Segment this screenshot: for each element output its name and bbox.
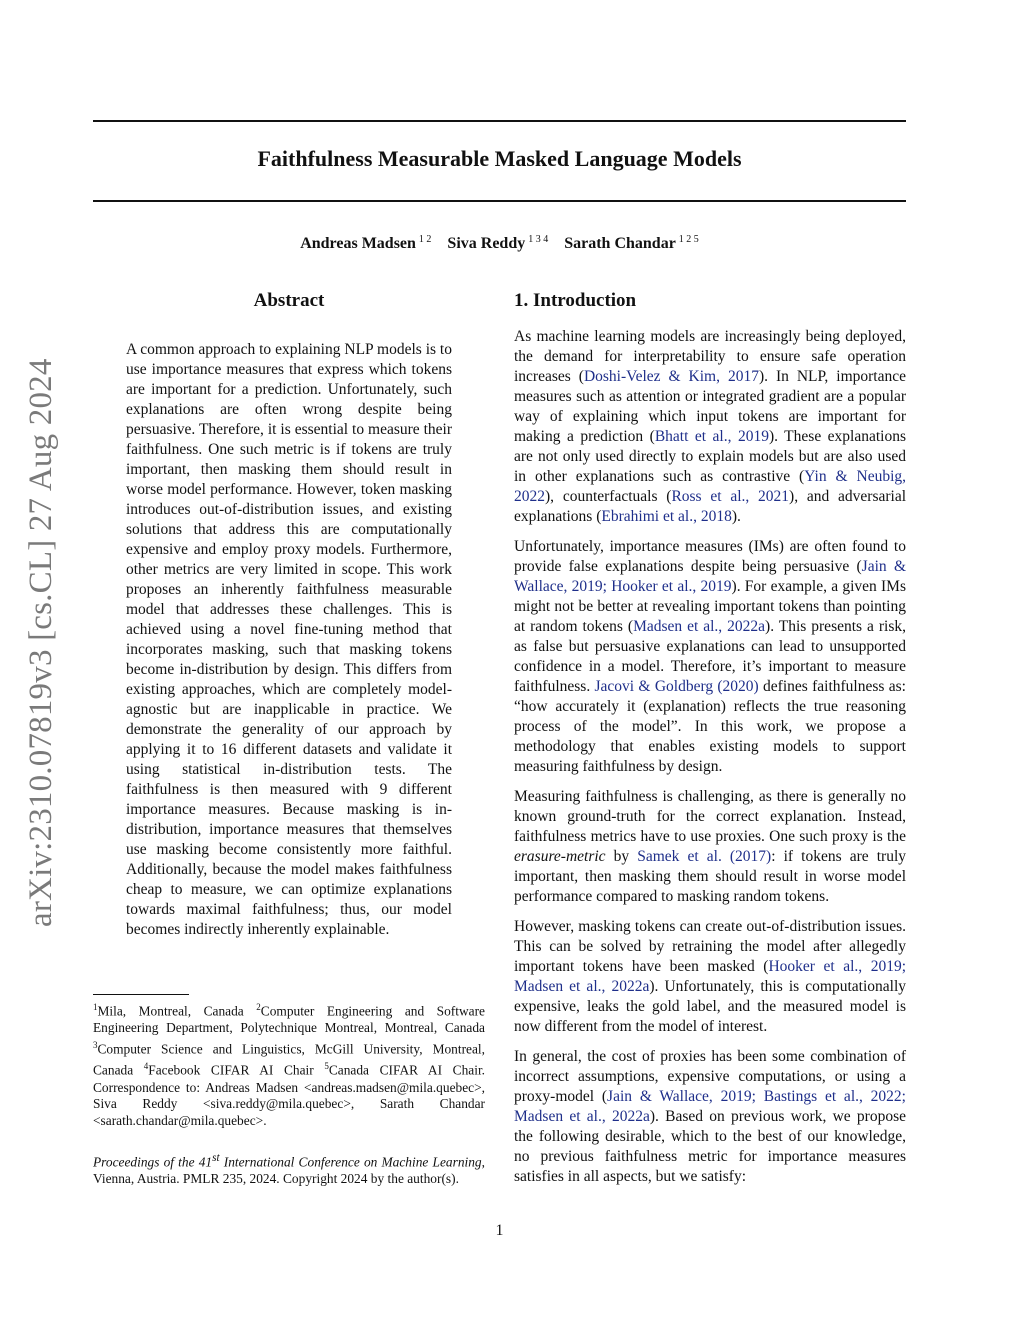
citation-link[interactable]: Doshi-Velez & Kim, 2017: [583, 368, 759, 385]
footnote-rule: [93, 994, 189, 995]
paragraph-text: defines faithfulness as: “how accurately it (explanation) reflects the true reasoning process of the model”. In this work, we propose a methodology that enables existing models to support measuring faithfulness by design.: [514, 678, 906, 775]
citation-link[interactable]: Ebrahimi et al., 2018: [601, 508, 732, 525]
intro-paragraph: [514, 537, 906, 777]
intro-paragraph: [514, 1047, 906, 1187]
affiliation-footnote: $^1$Mila, Montreal, Canada $^2$Computer Engineering and Software Engineering Department, Polytechnique Montreal, Montreal, Canada $^3$Computer Science and Linguistics, McGill University, Montreal, Canada $^4$Facebook CIFAR AI Chair $^5$Canada CIFAR AI Chair. Correspondence to: Andreas Madsen <andreas.madsen@mila.quebec>, Siva Reddy <siva.reddy@mila.quebec>, Sarath Chandar <sarath.chandar@mila.quebec>.: [93, 1002, 486, 1129]
author: Andreas Madsen $^{1 2}$: [300, 234, 432, 253]
paragraph-text: ). Based on previous work, we propose the following desirable, which to the best of our knowledge, no previous faithfulness metric for importance measures satisfies in all aspects, but we satisfy:: [514, 1108, 906, 1185]
intro-heading: 1. Introduction: [514, 290, 637, 311]
paragraph-text: Unfortunately, importance measures (IMs) are often found to provide false explanations despite being persuasive (: [514, 538, 906, 575]
italic-term: erasure-metric: [514, 848, 606, 865]
proceedings-note: Proceedings of the 41st International Conference on Machine Learning, Vienna, Austria. PMLR 235, 2024. Copyright 2024 by the author(s).: [93, 1152, 485, 1187]
paragraph-text: ).: [731, 508, 741, 525]
paragraph-text: However, masking tokens can create out-of-distribution issues. This can be solved by retraining the model after allegedly important tokens have been masked (: [514, 918, 906, 975]
paragraph-text: : if tokens are truly important, then masking them should result in worse model performance compared to masking random tokens.: [514, 848, 906, 905]
citation-link[interactable]: Hooker et al., 2019; Madsen et al., 2022a: [514, 958, 906, 995]
intro-paragraph: [514, 917, 906, 1037]
author: Siva Reddy $^{1 3 4}$: [447, 234, 549, 253]
paragraph-text: Measuring faithfulness is challenging, as there is generally no known ground-truth for the correct explanation. Instead, faithfulness metrics have to use proxies. One such proxy is the: [514, 788, 906, 845]
citation-link[interactable]: Madsen et al., 2022a: [633, 618, 766, 635]
author-list: [93, 234, 906, 253]
paragraph-text: As machine learning models are increasingly being deployed, the demand for interpretability to ensure safe operation increases (: [514, 328, 906, 385]
paragraph-text: ). These explanations are not only used directly to explain models but are also used in other explanations such as contrastive (: [514, 428, 907, 485]
paragraph-text: ). In NLP, importance measures such as attention or integrated gradient are a popular way of explaining which input tokens are important for making a prediction (: [514, 368, 906, 445]
intro-body: [514, 327, 906, 1197]
paper-title: Faithfulness Measurable Masked Language Models: [257, 146, 742, 171]
paragraph-text: ). This presents a risk, as false but persuasive explanations can lead to unsupported confidence in a model. Therefore, it’s important to measure faithfulness.: [514, 618, 906, 695]
intro-paragraph: [514, 327, 906, 527]
abstract-heading: Abstract: [253, 290, 325, 311]
paragraph-text: ), counterfactuals (: [545, 488, 672, 505]
title-rule-top: [93, 120, 906, 122]
citation-link[interactable]: Yin & Neubig, 2022: [514, 468, 906, 505]
paragraph-text: ). Unfortunately, this is computationally expensive, leaks the gold label, and the measured model is now different from the model of interest.: [514, 978, 907, 1035]
paragraph-text: In general, the cost of proxies has been some combination of incorrect assumptions, expensive computations, or using a proxy-model (: [514, 1048, 906, 1105]
citation-link[interactable]: Ross et al., 2021: [671, 488, 790, 505]
citation-link[interactable]: Jacovi & Goldberg (2020): [594, 678, 759, 695]
author: Sarath Chandar $^{1 2 5}$: [564, 234, 699, 253]
citation-link[interactable]: Samek et al. (2017): [637, 848, 772, 865]
page-number: 1: [495, 1222, 504, 1239]
abstract-text: A common approach to explaining NLP models is to use importance measures that express which tokens are important for a prediction. Unfortunately, such explanations are often wrong despite being persuasive. Therefore, it is essential to measure their faithfulness. One such metric is if tokens are truly important, then masking them should result in worse model performance. However, token masking introduces out-of-distribution issues, and existing solutions that address this are computationally expensive and employ proxy models. Furthermore, other metrics are very limited in scope. This work proposes an inherently faithfulness measurable model that addresses these challenges. This is achieved using a novel fine-tuning method that incorporates masking, such that masking tokens become in-distribution by design. This differs from existing approaches, which are completely model-agnostic but are inapplicable in practice. We demonstrate the generality of our approach by applying it to 16 different datasets and validate it using statistical in-distribution tests. The faithfulness is then measured with 9 different importance measures. Because masking is in-distribution, importance measures that themselves use masking become consistently more faithful. Additionally, because the model makes faithfulness cheap to measure, we can optimize explanations towards maximal faithfulness; thus, our model becomes indirectly inherently explainable.: [126, 341, 452, 938]
arxiv-stamp: arXiv:2310.07819v3 [cs.CL] 27 Aug 2024: [23, 358, 59, 928]
citation-link[interactable]: Jain & Wallace, 2019; Bastings et al., 2022; Madsen et al., 2022a: [514, 1088, 906, 1125]
paragraph-text: ). For example, a given IMs might not be better at revealing important tokens than pointing at random tokens (: [514, 578, 906, 635]
paragraph-text: ), and adversarial explanations (: [514, 488, 907, 525]
citation-link[interactable]: Bhatt et al., 2019: [654, 428, 769, 445]
citation-link[interactable]: Jain & Wallace, 2019; Hooker et al., 2019: [514, 558, 906, 595]
title-rule-bottom: [93, 200, 906, 202]
intro-paragraph: [514, 787, 906, 907]
paragraph-text: by: [605, 848, 638, 865]
